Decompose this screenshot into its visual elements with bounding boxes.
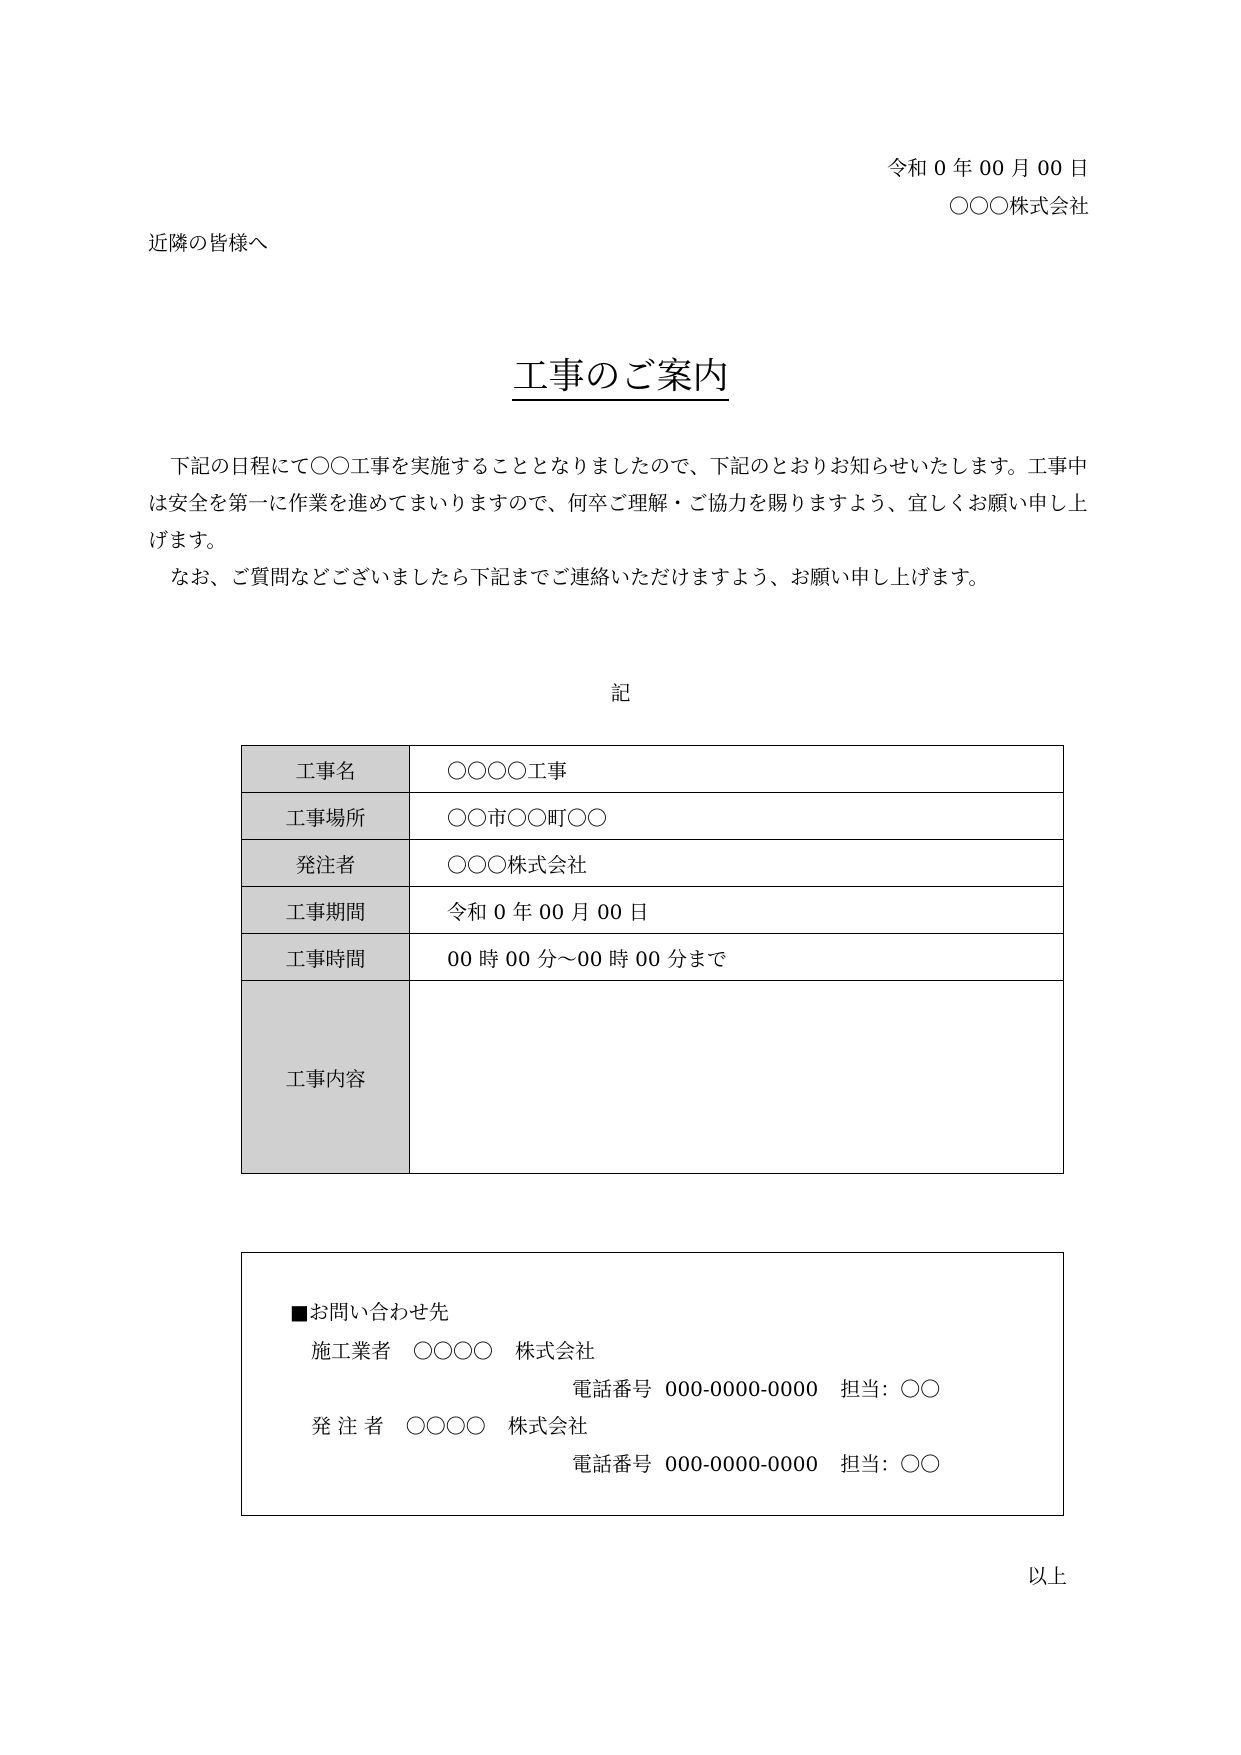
row-label: 工事期間 [242, 887, 410, 934]
row-label: 工事場所 [242, 793, 410, 840]
contractor-person: 担当：〇〇 [840, 1377, 941, 1401]
table-row [242, 746, 1064, 793]
contractor-phone: 000-0000-0000 [664, 1377, 819, 1401]
table-row [242, 887, 1064, 934]
table-row [242, 934, 1064, 981]
row-value [410, 981, 1064, 1174]
row-value: 令和 0 年 00 月 00 日 [410, 887, 1064, 934]
table-row [242, 840, 1064, 887]
row-label: 工事名 [242, 746, 410, 793]
details-table [241, 745, 1064, 1174]
contractor-phone-label: 電話番号 [572, 1377, 652, 1401]
contractor-suffix: 株式会社 [515, 1339, 595, 1363]
client-suffix: 株式会社 [507, 1414, 588, 1438]
client-label: 発 注 者 [311, 1414, 384, 1438]
row-value: 〇〇〇〇工事 [410, 746, 1064, 793]
issuer-company: 〇〇〇株式会社 [949, 194, 1089, 218]
row-value: 〇〇市〇〇町〇〇 [410, 793, 1064, 840]
row-value: 00 時 00 分～00 時 00 分まで [410, 934, 1064, 981]
ki-heading: 記 [610, 681, 631, 705]
client-phone-line [572, 1448, 940, 1477]
client-name: 〇〇〇〇 [405, 1414, 486, 1438]
recipient: 近隣の皆様へ [148, 231, 268, 255]
row-value: 〇〇〇株式会社 [410, 840, 1064, 887]
body-paragraph-2: なお、ご質問などございましたら下記までご連絡いただけますよう、お願い申し上げます。 [170, 565, 989, 589]
contractor-label: 施工業者 [311, 1339, 391, 1363]
row-label: 工事内容 [242, 981, 410, 1174]
document-title-text: 工事のご案内 [512, 356, 728, 401]
closing-mark: 以上 [1027, 1564, 1067, 1588]
document-title [0, 348, 1241, 399]
contractor-name: 〇〇〇〇 [413, 1339, 493, 1363]
document-date: 令和 0 年 00 月 00 日 [887, 156, 1089, 180]
table-row [242, 981, 1064, 1174]
contractor-phone-line [572, 1373, 940, 1402]
table-row [242, 793, 1064, 840]
contact-box [241, 1252, 1064, 1516]
body-text [148, 448, 1098, 596]
body-paragraph-1: 下記の日程にて〇〇工事を実施することとなりましたので、下記のとおりお知らせいたします。工事中は安全を第一に作業を進めてまいりますので、何卒ご理解・ご協力を賜りますよう、宜しくお願い申し上げます。 [148, 454, 1088, 552]
client-phone: 000-0000-0000 [664, 1452, 819, 1476]
row-label: 発注者 [242, 840, 410, 887]
contact-heading: ■お問い合わせ先 [290, 1300, 449, 1324]
client-person: 担当：〇〇 [840, 1452, 941, 1476]
contractor-line [311, 1335, 595, 1364]
client-phone-label: 電話番号 [572, 1452, 652, 1476]
client-line [311, 1410, 588, 1439]
row-label: 工事時間 [242, 934, 410, 981]
